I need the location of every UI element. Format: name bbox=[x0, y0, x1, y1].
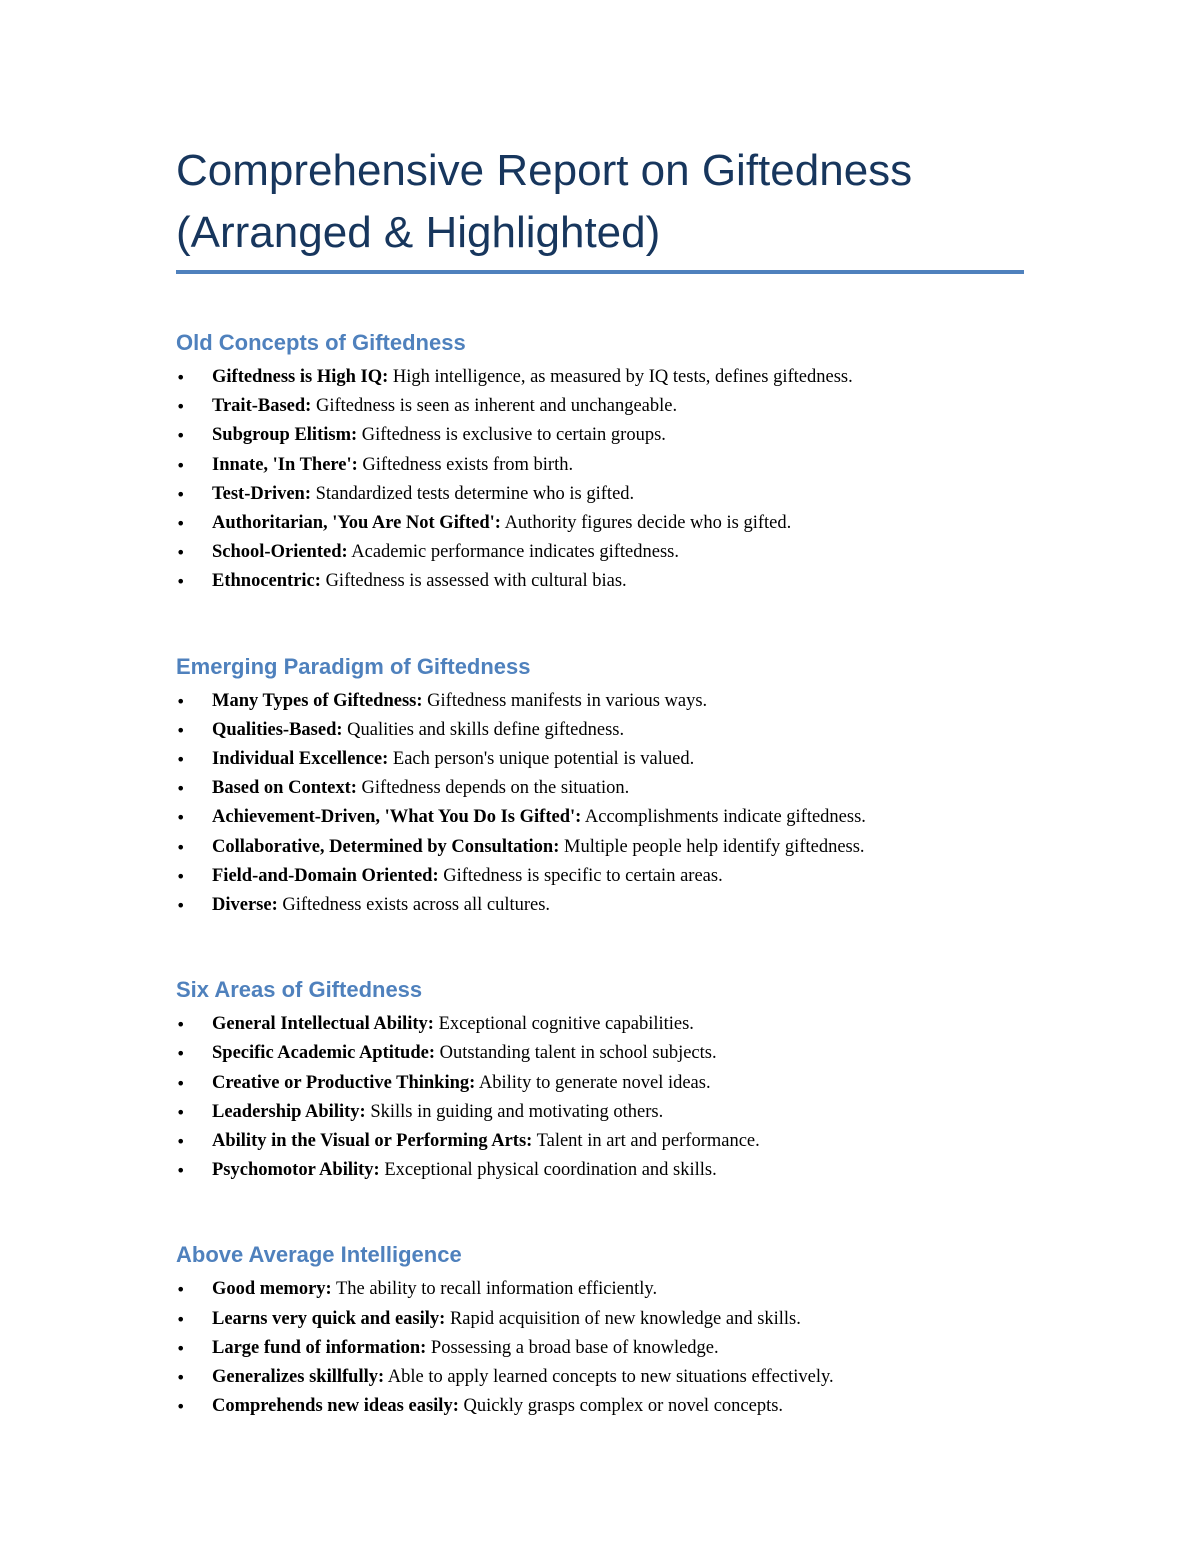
item-description: High intelligence, as measured by IQ tests, defines giftedness. bbox=[388, 367, 853, 387]
item-description: Accomplishments indicate giftedness. bbox=[581, 807, 866, 828]
list-item bbox=[176, 1156, 1026, 1185]
section-heading: Above Average Intelligence bbox=[176, 1242, 462, 1268]
bullet-icon: • bbox=[176, 720, 186, 740]
bullet-icon: • bbox=[176, 837, 186, 857]
list-item bbox=[176, 509, 1026, 538]
item-term: Individual Excellence: bbox=[212, 749, 389, 770]
item-description: Multiple people help identify giftedness. bbox=[559, 836, 865, 857]
bullet-list bbox=[176, 363, 1026, 597]
item-term: Specific Academic Aptitude: bbox=[212, 1043, 436, 1064]
title-line-1: Comprehensive Report on Giftedness bbox=[176, 146, 913, 195]
item-description: Authority figures decide who is gifted. bbox=[500, 513, 792, 534]
item-description: Exceptional physical coordination and skills. bbox=[379, 1160, 717, 1181]
bullet-icon: • bbox=[176, 750, 186, 770]
list-item bbox=[176, 716, 1026, 745]
list-item bbox=[176, 1392, 1026, 1421]
list-item bbox=[176, 1010, 1026, 1039]
item-term: Based on Context: bbox=[212, 778, 357, 799]
item-description: Academic performance indicates giftedness. bbox=[347, 542, 679, 563]
bullet-icon: • bbox=[176, 572, 186, 592]
title-underline-rule bbox=[176, 270, 1024, 274]
item-description: Talent in art and performance. bbox=[532, 1131, 760, 1152]
bullet-icon: • bbox=[176, 426, 186, 446]
item-term: Large fund of information: bbox=[212, 1337, 427, 1358]
list-item bbox=[176, 1127, 1026, 1156]
list-item bbox=[176, 687, 1026, 716]
item-description: Giftedness is seen as inherent and unchangeable. bbox=[311, 396, 678, 417]
list-item bbox=[176, 1275, 1026, 1304]
item-description: Exceptional cognitive capabilities. bbox=[433, 1014, 694, 1035]
list-item bbox=[176, 774, 1026, 803]
item-description: Skills in guiding and motivating others. bbox=[365, 1101, 664, 1122]
list-item bbox=[176, 480, 1026, 509]
bullet-list bbox=[176, 687, 1026, 921]
bullet-icon: • bbox=[176, 368, 186, 387]
item-description: Standardized tests determine who is gifted. bbox=[311, 483, 635, 504]
list-item bbox=[176, 567, 1026, 596]
list-item bbox=[176, 1039, 1026, 1068]
list-item bbox=[176, 392, 1026, 421]
item-term: Ability in the Visual or Performing Arts: bbox=[212, 1131, 533, 1152]
list-item bbox=[176, 891, 1026, 920]
bullet-icon: • bbox=[176, 1397, 186, 1417]
item-description: Able to apply learned concepts to new situations effectively. bbox=[384, 1367, 834, 1388]
item-description: Giftedness exists from birth. bbox=[357, 454, 574, 475]
item-term: Qualities-Based: bbox=[212, 719, 343, 740]
item-term: Collaborative, Determined by Consultation: bbox=[212, 836, 560, 857]
list-item bbox=[176, 803, 1026, 832]
item-term: Many Types of Giftedness: bbox=[212, 690, 423, 711]
item-term: Trait-Based: bbox=[212, 396, 312, 417]
bullet-icon: • bbox=[176, 1161, 186, 1181]
bullet-icon: • bbox=[176, 484, 186, 504]
document-title bbox=[176, 140, 1026, 264]
section-heading: Emerging Paradigm of Giftedness bbox=[176, 653, 531, 679]
item-term: Good memory: bbox=[212, 1279, 332, 1300]
bullet-icon: • bbox=[176, 1102, 186, 1122]
section-0 bbox=[176, 329, 1026, 597]
list-item bbox=[176, 745, 1026, 774]
item-term: Learns very quick and easily: bbox=[212, 1308, 446, 1329]
bullet-icon: • bbox=[176, 1338, 186, 1358]
item-description: Rapid acquisition of new knowledge and skills. bbox=[445, 1308, 801, 1329]
list-item bbox=[176, 1098, 1026, 1127]
item-term: Subgroup Elitism: bbox=[212, 425, 358, 446]
item-term: Ethnocentric: bbox=[212, 571, 321, 592]
item-term: Giftedness is High IQ: bbox=[212, 367, 389, 387]
list-item bbox=[176, 1305, 1026, 1334]
list-item bbox=[176, 538, 1026, 567]
section-1 bbox=[176, 653, 1026, 921]
sections-container bbox=[176, 329, 1026, 1421]
bullet-icon: • bbox=[176, 543, 186, 563]
list-item bbox=[176, 421, 1026, 450]
bullet-icon: • bbox=[176, 1132, 186, 1152]
item-description: Each person's unique potential is valued. bbox=[388, 749, 695, 770]
bullet-list bbox=[176, 1010, 1026, 1185]
item-description: Qualities and skills define giftedness. bbox=[342, 719, 625, 740]
section-3 bbox=[176, 1241, 1026, 1421]
item-term: School-Oriented: bbox=[212, 542, 348, 563]
list-item bbox=[176, 1069, 1026, 1098]
section-2 bbox=[176, 976, 1026, 1185]
bullet-icon: • bbox=[176, 779, 186, 799]
section-heading: Old Concepts of Giftedness bbox=[176, 330, 466, 355]
item-description: Giftedness exists across all cultures. bbox=[277, 895, 551, 916]
list-item bbox=[176, 451, 1026, 480]
item-description: Quickly grasps complex or novel concepts. bbox=[458, 1396, 784, 1417]
item-term: Generalizes skillfully: bbox=[212, 1367, 385, 1388]
list-item bbox=[176, 1363, 1026, 1392]
title-line-2: (Arranged & Highlighted) bbox=[176, 208, 661, 257]
item-description: Outstanding talent in school subjects. bbox=[435, 1043, 717, 1064]
item-term: Achievement-Driven, 'What You Do Is Gifted': bbox=[212, 807, 582, 828]
item-description: Giftedness manifests in various ways. bbox=[422, 690, 708, 711]
bullet-icon: • bbox=[176, 397, 186, 417]
item-term: General Intellectual Ability: bbox=[212, 1014, 434, 1035]
section-heading: Six Areas of Giftedness bbox=[176, 977, 423, 1003]
list-item bbox=[176, 1334, 1026, 1363]
item-description: Giftedness depends on the situation. bbox=[356, 778, 630, 799]
bullet-icon: • bbox=[176, 866, 186, 886]
item-description: Ability to generate novel ideas. bbox=[475, 1072, 711, 1093]
item-term: Psychomotor Ability: bbox=[212, 1160, 380, 1181]
bullet-icon: • bbox=[176, 1280, 186, 1300]
bullet-icon: • bbox=[176, 691, 186, 711]
list-item bbox=[176, 363, 1026, 392]
list-item bbox=[176, 833, 1026, 862]
bullet-icon: • bbox=[176, 1073, 186, 1093]
item-term: Test-Driven: bbox=[212, 483, 311, 504]
list-item bbox=[176, 862, 1026, 891]
bullet-icon: • bbox=[176, 1309, 186, 1329]
item-term: Innate, 'In There': bbox=[212, 454, 358, 475]
item-description: Giftedness is assessed with cultural bias. bbox=[320, 571, 627, 592]
item-description: The ability to recall information efficiently. bbox=[331, 1279, 658, 1300]
item-term: Creative or Productive Thinking: bbox=[212, 1072, 476, 1093]
item-description: Giftedness is exclusive to certain groups. bbox=[357, 425, 666, 446]
bullet-icon: • bbox=[176, 1015, 186, 1035]
item-term: Comprehends new ideas easily: bbox=[212, 1396, 459, 1417]
item-term: Diverse: bbox=[212, 895, 278, 916]
item-term: Leadership Ability: bbox=[212, 1101, 366, 1122]
bullet-icon: • bbox=[176, 455, 186, 475]
bullet-list bbox=[176, 1275, 1026, 1421]
item-description: Giftedness is specific to certain areas. bbox=[438, 865, 723, 886]
item-description: Possessing a broad base of knowledge. bbox=[426, 1337, 719, 1358]
bullet-icon: • bbox=[176, 1044, 186, 1064]
item-term: Authoritarian, 'You Are Not Gifted': bbox=[212, 513, 501, 534]
bullet-icon: • bbox=[176, 896, 186, 916]
document-page bbox=[176, 140, 1026, 1421]
bullet-icon: • bbox=[176, 1368, 186, 1388]
bullet-icon: • bbox=[176, 514, 186, 534]
item-term: Field-and-Domain Oriented: bbox=[212, 865, 439, 886]
bullet-icon: • bbox=[176, 808, 186, 828]
